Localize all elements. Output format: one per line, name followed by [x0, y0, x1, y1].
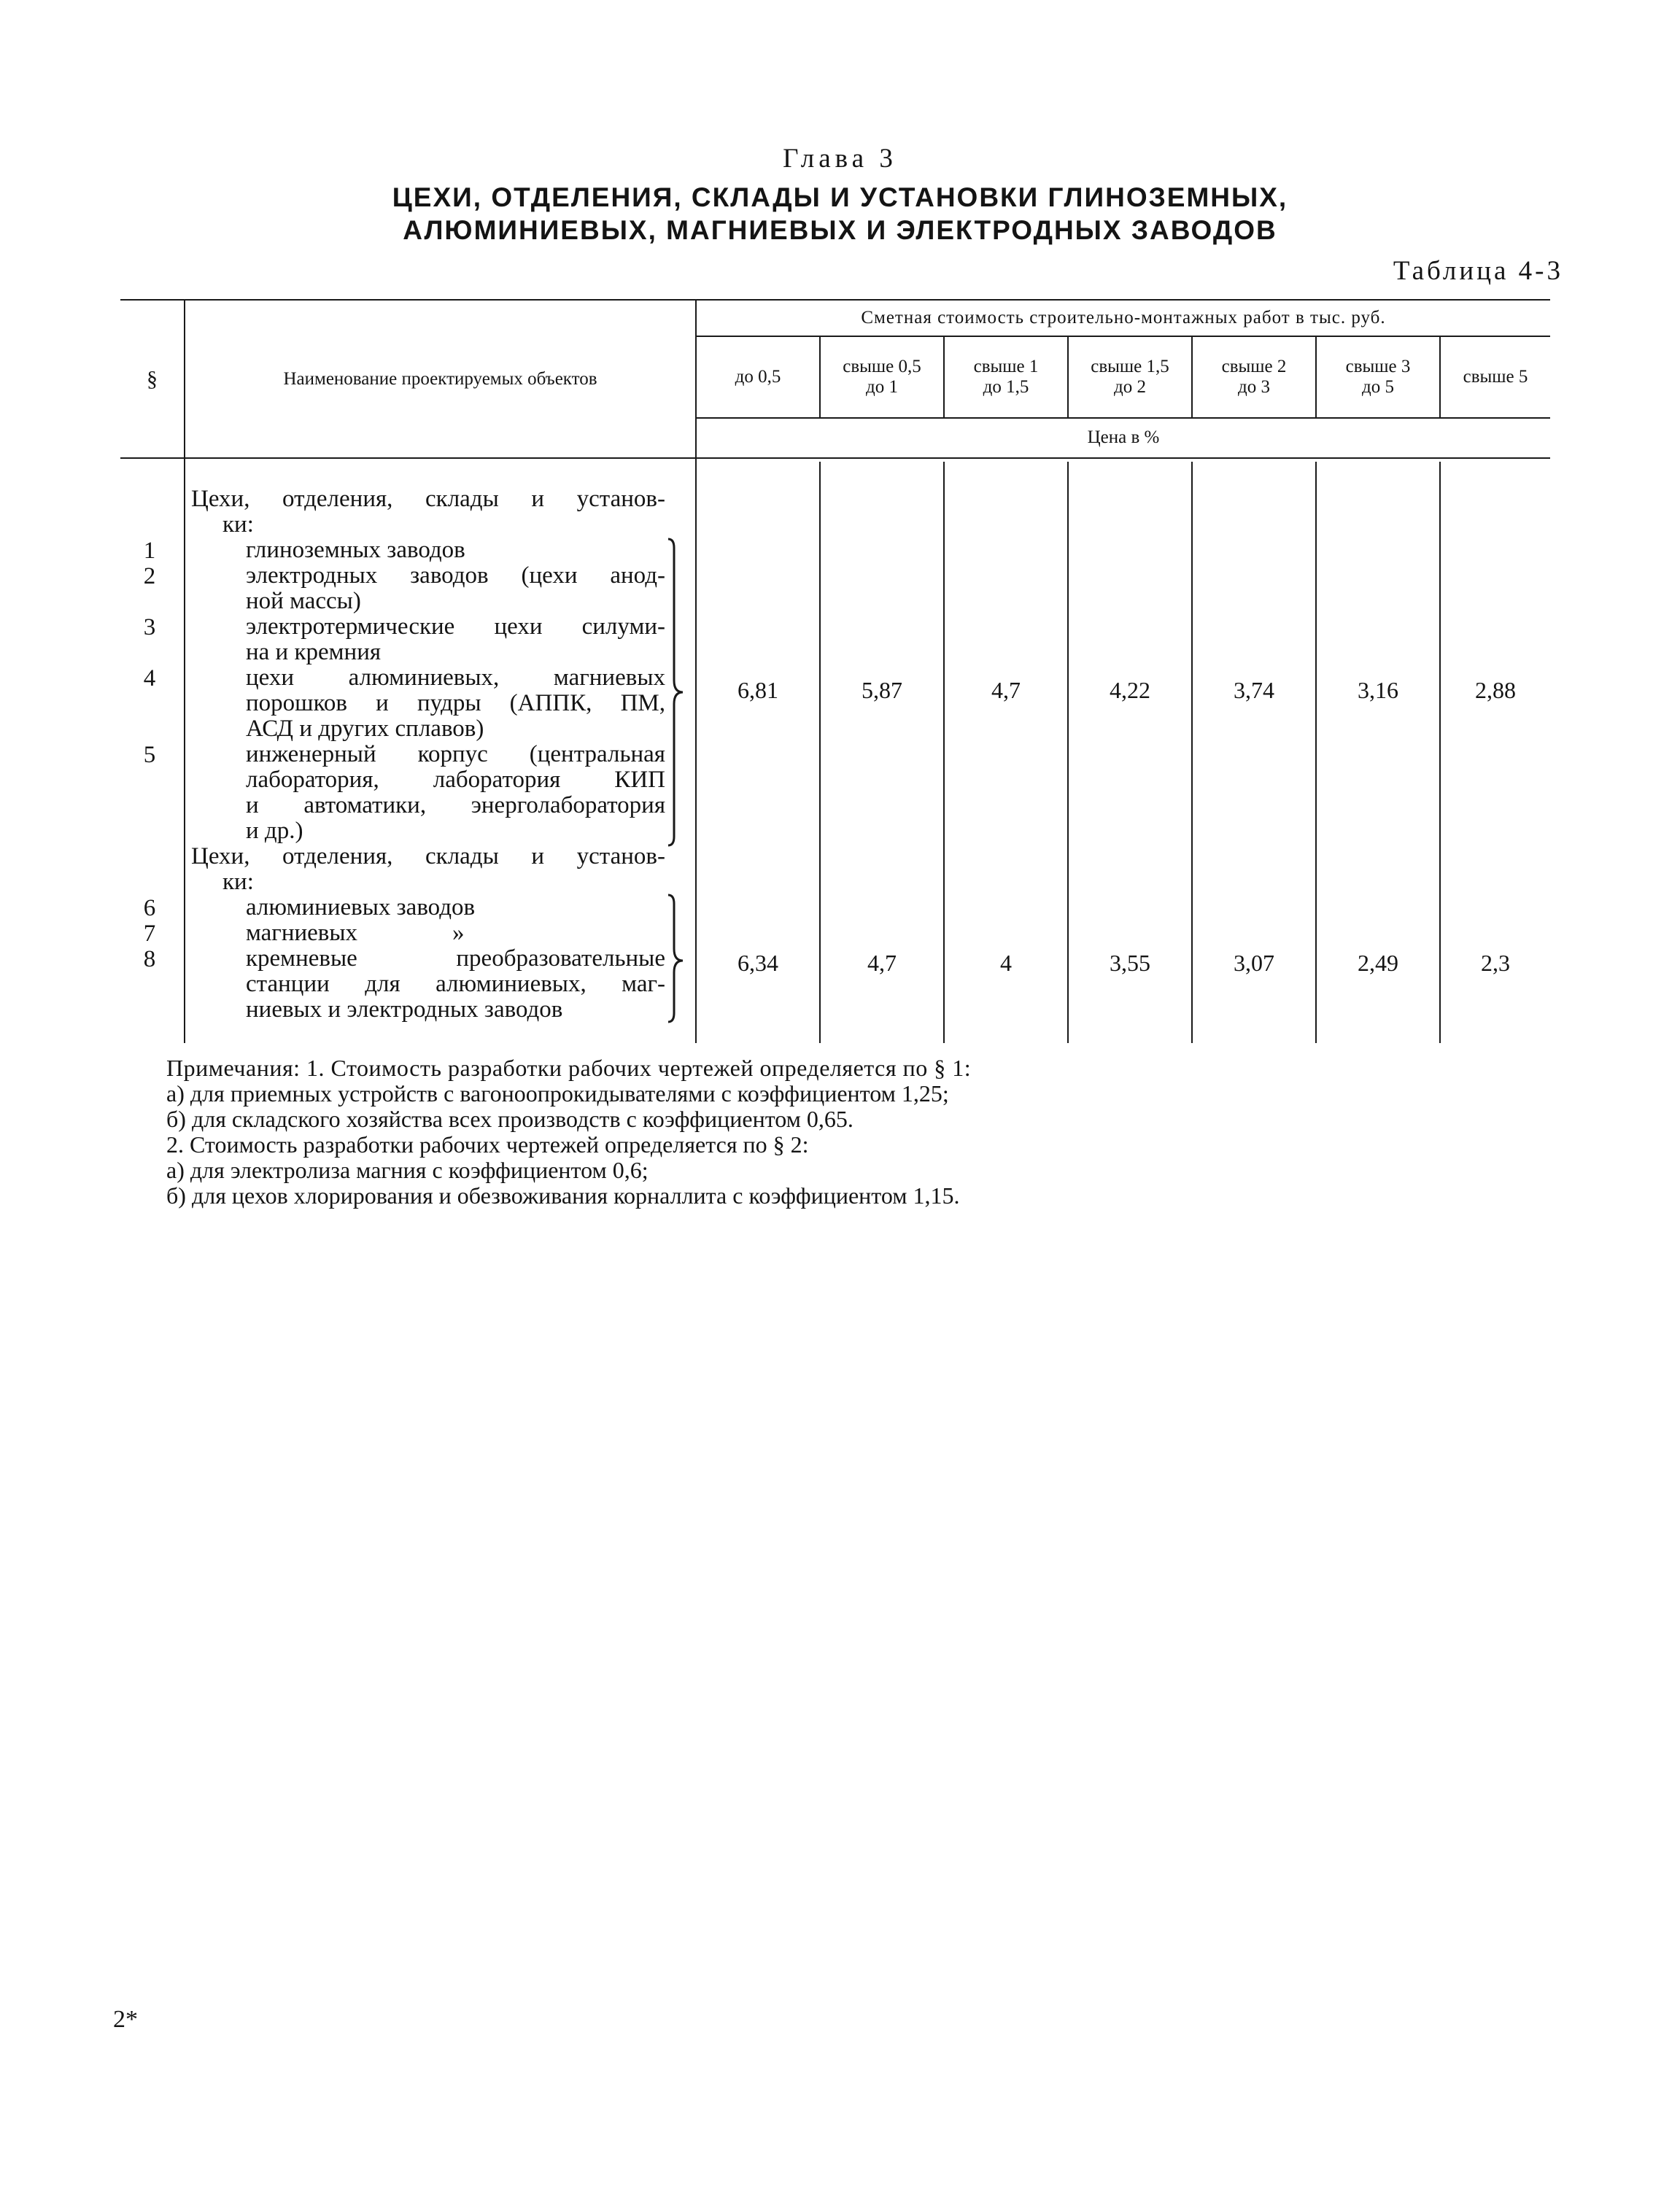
- range-line: свыше 0,5: [843, 357, 921, 376]
- range-line: свыше 2: [1221, 357, 1287, 376]
- section-column-header: §: [147, 367, 158, 391]
- range-line: до 3: [1238, 377, 1270, 397]
- section-number: 2: [143, 563, 156, 589]
- object-name: и др.): [246, 818, 303, 844]
- group-brace: [665, 538, 689, 848]
- object-name: кремневые преобразовательные: [246, 945, 665, 972]
- page-signature-mark: 2*: [113, 2006, 138, 2033]
- group-heading: ки:: [222, 869, 254, 895]
- table-number: Таблица 4-3: [1393, 256, 1563, 286]
- chapter-heading: Глава 3: [783, 144, 897, 174]
- object-name: электротермические цехи силуми-: [246, 613, 665, 640]
- price-value: 3,07: [1234, 950, 1274, 976]
- range-line: свыше 3: [1345, 357, 1411, 376]
- object-name: алюминиевых заводов: [246, 894, 476, 921]
- chapter-title-line-2: АЛЮМИНИЕВЫХ, МАГНИЕВЫХ И ЭЛЕКТРОДНЫХ ЗАВОДОВ: [403, 215, 1277, 245]
- range-line: до 1,5: [983, 377, 1029, 397]
- name-column-header: Наименование проектируемых объектов: [283, 369, 597, 389]
- price-value: 4,22: [1110, 677, 1150, 703]
- table-top-rule: [120, 299, 1550, 301]
- object-name: станции для алюминиевых, маг-: [246, 971, 665, 997]
- price-value: 3,74: [1234, 677, 1274, 703]
- section-number: 3: [143, 614, 156, 640]
- price-value: 3,55: [1110, 950, 1150, 976]
- price-value: 4,7: [991, 677, 1021, 703]
- cost-header-rule: [697, 336, 1550, 337]
- price-value: 4: [1000, 950, 1012, 976]
- section-number: 7: [143, 921, 156, 947]
- note-line: а) для приемных устройств с вагоноопрокидывателями с коэффициентом 1,25;: [166, 1080, 949, 1107]
- ditto-mark: »: [452, 920, 465, 946]
- range-line: до 5: [1362, 377, 1394, 397]
- note-line: а) для электролиза магния с коэффициентом 0,6;: [166, 1157, 649, 1183]
- range-header: [821, 338, 943, 416]
- object-name: на и кремния: [246, 639, 382, 665]
- range-header: [1193, 338, 1315, 416]
- section-number: 4: [143, 665, 156, 691]
- range-line: свыше 1: [973, 357, 1039, 376]
- group-brace: [665, 894, 689, 1025]
- price-value: 6,81: [738, 677, 778, 703]
- object-name: магниевых: [246, 920, 358, 946]
- price-value: 2,3: [1481, 950, 1510, 976]
- range-line: до 0,5: [735, 367, 781, 387]
- note-line: б) для цехов хлорирования и обезвоживания корналлита с коэффициентом 1,15.: [166, 1182, 960, 1209]
- range-header: [697, 338, 819, 416]
- price-value: 4,7: [867, 950, 897, 976]
- section-number: 8: [143, 946, 156, 972]
- range-header: [1069, 338, 1191, 416]
- price-value: 2,88: [1475, 677, 1516, 703]
- price-value: 6,34: [738, 950, 778, 976]
- chapter-title-line-1: ЦЕХИ, ОТДЕЛЕНИЯ, СКЛАДЫ И УСТАНОВКИ ГЛИНОЗЕМНЫХ,: [392, 182, 1288, 212]
- header-bottom-rule: [120, 457, 1550, 459]
- range-header: [945, 338, 1067, 416]
- object-name: инженерный корпус (центральная: [246, 741, 665, 767]
- note-line: 2. Стоимость разработки рабочих чертежей определяется по § 2:: [166, 1131, 809, 1158]
- object-name: глиноземных заводов: [246, 537, 465, 563]
- range-line: свыше 1,5: [1091, 357, 1169, 376]
- group-heading: Цехи, отделения, склады и установ-: [191, 486, 665, 512]
- range-line: свыше 5: [1463, 367, 1528, 387]
- object-name: электродных заводов (цехи анод-: [246, 562, 665, 589]
- price-value: 5,87: [862, 677, 902, 703]
- section-number: 1: [143, 538, 156, 564]
- section-number: 5: [143, 742, 156, 768]
- object-name: лаборатория, лаборатория КИП: [246, 767, 665, 793]
- price-header: Цена в %: [1087, 427, 1160, 447]
- object-name: ниевых и электродных заводов: [246, 996, 563, 1023]
- group-heading: ки:: [222, 511, 254, 538]
- range-header: [1317, 338, 1439, 416]
- object-name: порошков и пудры (АППК, ПМ,: [246, 690, 665, 716]
- range-line: до 1: [866, 377, 898, 397]
- cost-header: Сметная стоимость строительно-монтажных работ в тыс. руб.: [861, 308, 1386, 328]
- range-line: до 2: [1114, 377, 1146, 397]
- object-name: цехи алюминиевых, магниевых: [246, 664, 665, 691]
- price-value: 3,16: [1358, 677, 1398, 703]
- object-name: ной массы): [246, 588, 361, 614]
- price-value: 2,49: [1358, 950, 1398, 976]
- note-line: Примечания: 1. Стоимость разработки рабочих чертежей определяется по § 1:: [166, 1055, 972, 1081]
- section-number: 6: [143, 895, 156, 921]
- object-name: и автоматики, энерголаборатория: [246, 792, 665, 818]
- ranges-rule: [697, 417, 1550, 419]
- note-line: б) для складского хозяйства всех производств с коэффициентом 0,65.: [166, 1106, 853, 1132]
- group-heading: Цехи, отделения, склады и установ-: [191, 843, 665, 869]
- object-name: АСД и других сплавов): [246, 716, 484, 742]
- range-header: [1441, 338, 1550, 416]
